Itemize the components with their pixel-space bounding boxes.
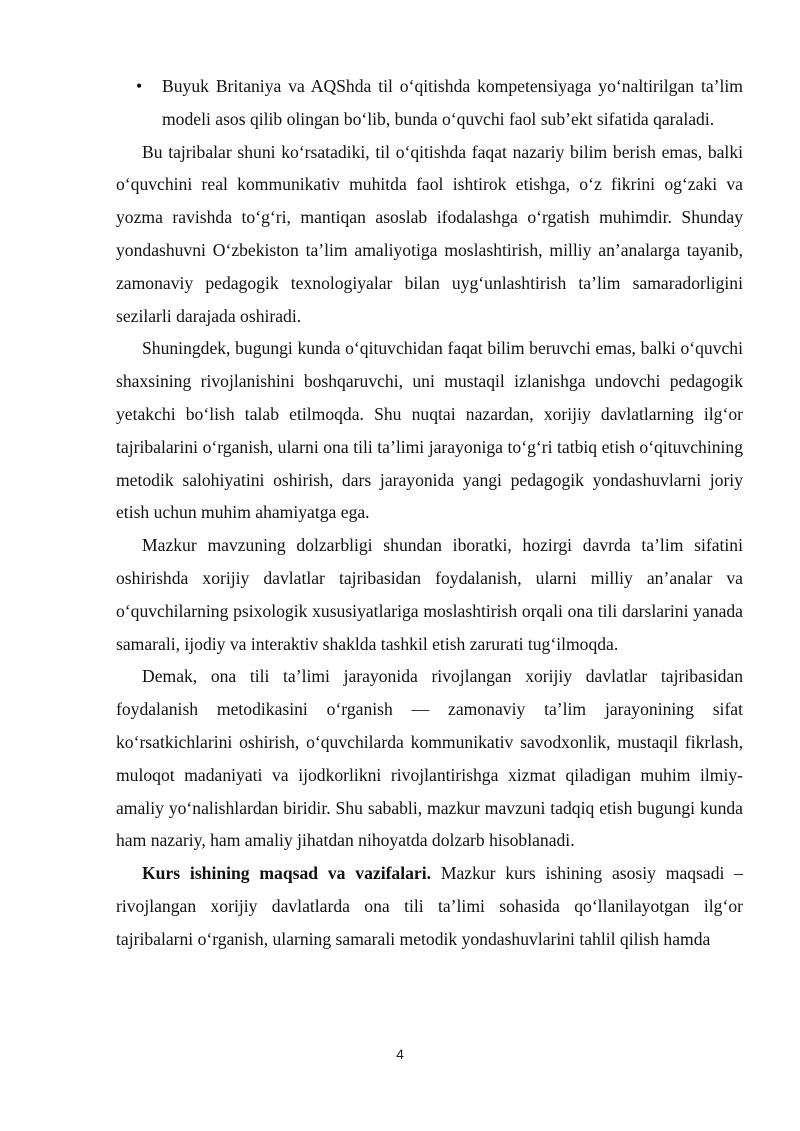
- goals-text: Mazkur kurs ishining asosiy maqsadi – rivojlangan xorijiy davlatlarda ona tili ta’limi sohasida qo‘llanilayotgan ilg‘or tajribalarni o‘rganish, ularning samarali metodik yondashuvlarini tahlil qilish hamda: [116, 863, 743, 949]
- page-number: 4: [396, 1046, 404, 1062]
- bullet-item: [116, 70, 743, 136]
- paragraph-experience: Bu tajribalar shuni ko‘rsatadiki, til o‘qitishda faqat nazariy bilim berish emas, balki o‘quvchini real kommunikativ muhitda faol ishtirok etishga, o‘z fikrini og‘zaki va yozma ravishda to‘g‘ri, mantiqan asoslab ifodalashga o‘rgatish muhimdir. Shunday yondashuvni O‘zbekiston ta’lim amaliyotiga moslashtirish, milliy an’analarga tayanib, zamonaviy pedagogik texnologiyalar bilan uyg‘unlashtirish ta’lim samaradorligini sezilarli darajada oshiradi.: [116, 141, 743, 326]
- page-body: [116, 70, 743, 956]
- paragraph-teacher-role: Shuningdek, bugungi kunda o‘qituvchidan faqat bilim beruvchi emas, balki o‘quvchi shaxsining rivojlanishini boshqaruvchi, uni mustaqil izlanishga undovchi pedagogik yetakchi bo‘lish talab etilmoqda. Shu nuqtai nazardan, xorijiy davlatlarning ilg‘or tajribalarini o‘rganish, ularni ona tili ta’limi jarayoniga to‘g‘ri tatbiq etish o‘qituvchining metodik salohiyatini oshirish, dars jarayonida yangi pedagogik yondashuvlarni joriy etish uchun muhim ahamiyatga ega.: [116, 338, 743, 523]
- paragraph-goals: [116, 857, 743, 955]
- paragraph-conclusion: Demak, ona tili ta’limi jarayonida rivojlangan xorijiy davlatlar tajribasidan foydalanish metodikasini o‘rganish — zamonaviy ta’lim jarayonining sifat ko‘rsatkichlarini oshirish, o‘quvchilarda kommunikativ savodxonlik, mustaqil fikrlash, muloqot madaniyati va ijodkorlikni rivojlantirishga xizmat qiladigan muhim ilmiy-amaliy yo‘nalishlardan biridir. Shu sababli, mazkur mavzuni tadqiq etish bugungi kunda ham nazariy, ham amaliy jihatdan nihoyatda dolzarb hisoblanadi.: [116, 666, 743, 851]
- paragraph-relevance: Mazkur mavzuning dolzarbligi shundan iboratki, hozirgi davrda ta’lim sifatini oshirishda xorijiy davlatlar tajribasidan foydalanish, ularni milliy an’analar va o‘quvchilarning psixologik xususiyatlariga moslashtirish orqali ona tili darslarini yanada samarali, ijodiy va interaktiv shaklda tashkil etish zarurati tug‘ilmoqda.: [116, 535, 743, 654]
- bullet-icon: •: [136, 76, 143, 96]
- bullet-text: Buyuk Britaniya va AQShda til o‘qitishda kompetensiyaga yo‘naltirilgan ta’lim modeli asos qilib olingan bo‘lib, bunda o‘quvchi faol sub’ekt sifatida qaraladi.: [162, 76, 743, 129]
- goals-heading: Kurs ishining maqsad va vazifalari.: [142, 863, 432, 884]
